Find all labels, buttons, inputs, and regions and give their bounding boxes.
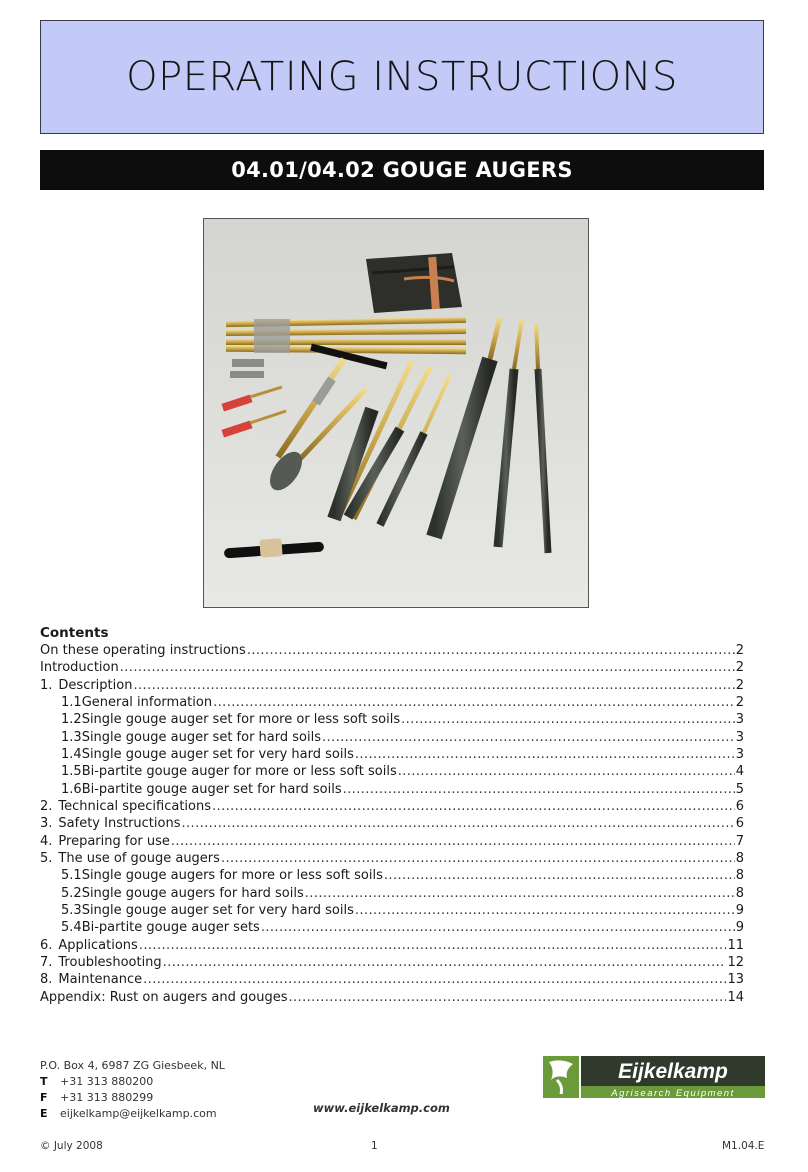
toc-entry[interactable] [40,781,744,798]
toc-entry-page: 11 [727,937,744,953]
toc-dot-leader [171,833,735,850]
toc-entry-title: Bi-partite gouge auger sets [81,920,260,936]
toc-entry-page: 2 [735,694,744,710]
toc-entry-number: 1. [40,677,53,693]
toc-dot-leader [139,937,727,954]
toc-entry-number: 2. [40,798,53,814]
toc-entry[interactable] [40,989,744,1006]
toc-entry[interactable] [40,798,744,815]
fax-line [40,1090,225,1106]
toc-dot-leader [355,902,735,919]
toc-entry-page: 8 [735,850,744,866]
toc-entry[interactable] [40,677,744,694]
toc-entry-title: Single gouge augers for more or less soft soils [81,868,383,884]
toc-entry-number: 6. [40,937,53,953]
toc-dot-leader [401,711,735,728]
toc-entry-page: 4 [735,764,744,780]
coupling-block [230,371,264,378]
gouge-rod [536,323,538,369]
toc-entry-number: 5.2 [61,885,82,901]
toc-entry-title: Preparing for use [58,833,170,849]
toc-entry-number: 1.3 [61,729,82,745]
toc-dot-leader [247,642,735,659]
website-link[interactable]: www.eijkelkamp.com [313,1101,450,1115]
email-address[interactable]: eijkelkamp@eijkelkamp.com [60,1107,217,1120]
toc-dot-leader [163,954,727,971]
toc-entry[interactable] [40,885,744,902]
toc-entry-page: 12 [727,954,744,970]
toc-entry[interactable] [40,833,744,850]
gouge-auger-set-image [204,219,589,608]
toc-dot-leader [143,971,726,988]
toc-entry[interactable] [40,954,744,971]
toc-entry[interactable] [40,711,744,728]
toc-entry-page: 3 [735,746,744,762]
eijkelkamp-logo [543,1056,765,1098]
toc-dot-leader [181,815,734,832]
toc-entry-page: 2 [735,677,744,693]
logo-name: Eijkelkamp [618,1060,728,1083]
toc-entry[interactable] [40,694,744,711]
toc-entry-number: 1.1 [61,694,82,710]
toc-dot-leader [133,677,734,694]
toc-entry-page: 2 [735,660,744,676]
toc-dot-leader [288,989,726,1006]
page-subtitle: 04.01/04.02 GOUGE AUGERS [231,158,573,182]
toc-entry-title: Introduction [40,660,119,676]
toc-entry-number: 5.3 [61,902,82,918]
toc-entry[interactable] [40,659,744,676]
company-address [40,1058,225,1122]
footer-date: © July 2008 [40,1140,103,1152]
toc-entry-page: 14 [727,989,744,1005]
email-label: E [40,1107,48,1120]
toc-entry-title: Bi-partite gouge auger set for hard soils [81,781,342,797]
toc-entry-title: General information [81,694,213,710]
toc-entry-title: Description [58,677,133,693]
toc-entry[interactable] [40,867,744,884]
phone-number: +31 313 880200 [60,1075,154,1088]
toc-entry-number: 1.2 [61,712,82,728]
toc-entry[interactable] [40,642,744,659]
toc-entry[interactable] [40,815,744,832]
email-line [40,1106,225,1122]
phone-label: T [40,1075,48,1088]
toc-entry-number: 5.1 [61,868,82,884]
address-line [40,1058,225,1074]
product-photo [203,218,589,608]
fax-label: F [40,1091,48,1104]
toc-entry-number: 1.6 [61,781,82,797]
toc-entry-title: Single gouge auger set for very hard soils [81,746,354,762]
toc-entry[interactable] [40,919,744,936]
toc-entry-number: 7. [40,954,53,970]
toc-entry-page: 2 [735,643,744,658]
toc-entry-title: Single gouge auger set for very hard soils [81,902,354,918]
toc-entry-number: 3. [40,816,53,832]
toc-entry-page: 5 [735,781,744,797]
toc-entry-title: Single gouge auger set for more or less soft soils [81,712,401,728]
toc-dot-leader [261,919,735,936]
carry-bag [366,253,462,313]
toc-entry-title: Maintenance [58,972,143,988]
toc-dot-leader [305,885,735,902]
toc-dot-leader [398,763,735,780]
toc-entry-page: 8 [735,885,744,901]
toc-dot-leader [120,659,735,676]
toc-entry[interactable] [40,746,744,763]
toc-entry-title: Appendix: Rust on augers and gouges [40,989,288,1005]
toc-dot-leader [212,798,735,815]
fax-number: +31 313 880299 [60,1091,154,1104]
toc-dot-leader [213,694,735,711]
toc-entry-page: 7 [735,833,744,849]
footer-page-number: 1 [371,1140,378,1152]
page-title: OPERATING INSTRUCTIONS [126,54,678,100]
toc-dot-leader [221,850,735,867]
toc-entry-title: Applications [58,937,138,953]
phone-line [40,1074,225,1090]
toc-entry[interactable] [40,971,744,988]
toc-entry-title: Single gouge auger set for hard soils [81,729,321,745]
po-box: P.O. Box 4, 6987 ZG Giesbeek, NL [40,1059,225,1072]
toc-entry-title: On these operating instructions [40,643,246,658]
toc-entry-title: The use of gouge augers [58,850,220,866]
toc-dot-leader [384,867,735,884]
toc-entry-title: Safety Instructions [58,816,181,832]
footer-doc-code: M1.04.E [722,1140,765,1152]
logo-tagline: Agrisearch Equipment [611,1088,735,1098]
toc-entry-title: Technical specifications [58,798,211,814]
table-of-contents [40,624,744,1006]
toc-entry-title: Single gouge augers for hard soils [81,885,304,901]
coupling-block [232,359,264,367]
toc-entry-number: 5. [40,850,53,866]
contents-heading: Contents [40,625,109,641]
toc-entry-number: 1.5 [61,764,82,780]
toc-entry[interactable] [40,937,744,954]
toc-dot-leader [343,781,735,798]
subtitle-banner [40,150,764,190]
toc-entry-title: Troubleshooting [58,954,162,970]
toc-dot-leader [355,746,735,763]
toc-entry-page: 13 [727,972,744,988]
title-banner [40,20,764,134]
toc-entry-page: 9 [735,902,744,918]
toc-entry-page: 9 [735,920,744,936]
toc-entry-page: 3 [735,712,744,728]
toc-entry-page: 8 [735,868,744,884]
toc-entry-number: 1.4 [61,746,82,762]
toc-entry-number: 5.4 [61,920,82,936]
toc-entry[interactable] [40,850,744,867]
toc-entry[interactable] [40,729,744,746]
toc-dot-leader [322,729,735,746]
toc-entry-title: Bi-partite gouge auger for more or less soft soils [81,764,397,780]
toc-entry-page: 3 [735,729,744,745]
toc-entry-number: 8. [40,972,53,988]
toc-entry[interactable] [40,763,744,780]
toc-entry-page: 6 [735,798,744,814]
toc-entry[interactable] [40,902,744,919]
toc-entry-number: 4. [40,833,53,849]
toc-entry-page: 6 [735,816,744,832]
toc-list [40,642,744,1006]
